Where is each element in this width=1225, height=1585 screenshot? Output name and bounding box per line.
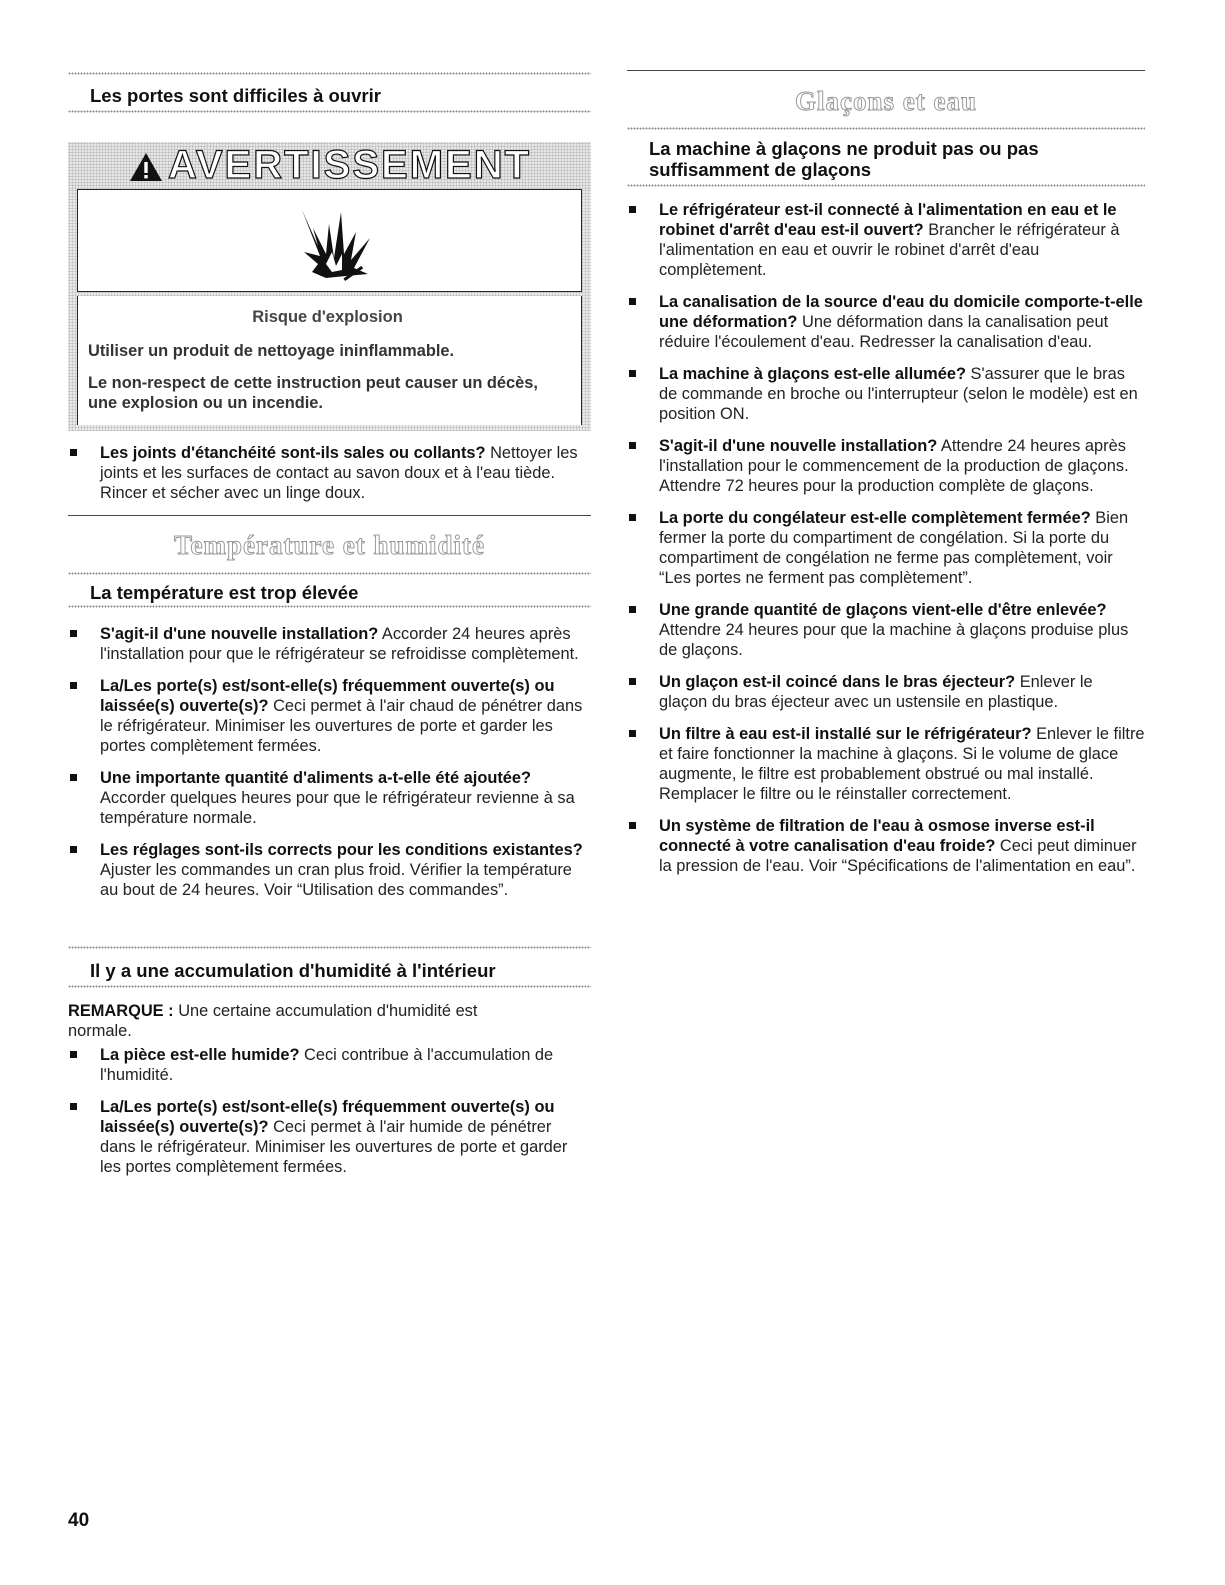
warning-instruction: Utiliser un produit de nettoyage ininflammable.: [88, 342, 455, 360]
note: [68, 1001, 528, 1041]
divider: [68, 605, 591, 608]
section-rule: [68, 515, 591, 516]
page-number: 40: [68, 1510, 90, 1531]
list-item: La/Les porte(s) est/sont-elle(s) fréquemment ouverte(s) ou laissée(s) ouverte(s)? Ceci permet à l'air chaud de pénétrer dans le réfrigérateur. Minimiser les ouvertures de porte et garder les portes complètement fermées.: [68, 676, 591, 756]
list-item: Un système de filtration de l'eau à osmose inverse est-il connecté à votre canalisation d'eau froide? Ceci peut diminuer la pression de l'eau. Voir “Spécifications de l'alimentation en eau”.: [627, 816, 1145, 876]
list-item: La/Les porte(s) est/sont-elle(s) fréquemment ouverte(s) ou laissée(s) ouverte(s)? Ceci permet à l'air humide de pénétrer dans le réfrigérateur. Minimiser les ouvertures de porte et garder les portes complètement fermées.: [68, 1097, 591, 1177]
section-rule: [627, 70, 1145, 71]
warning-frame: [68, 189, 591, 431]
warning-triangle-icon: [128, 151, 164, 183]
doors-heading: Les portes sont difficiles à ouvrir: [90, 85, 381, 106]
list-item: La canalisation de la source d'eau du domicile comporte-t-elle une déformation? Une déformation dans la canalisation peut réduire l'écoulement d'eau. Redresser la canalisation d'eau.: [627, 292, 1145, 352]
divider: [627, 127, 1145, 130]
divider: [68, 985, 591, 988]
list-item: La porte du congélateur est-elle complètement fermée? Bien fermer la porte du compartiment de congélation. Si la porte du compartiment de congélation ne ferme pas complètement, voir “Les portes ne ferment pas complètement”.: [627, 508, 1145, 588]
section-title-ice: Glaçons et eau: [795, 86, 977, 116]
list-item: Les réglages sont-ils corrects pour les conditions existantes? Ajuster les commandes un cran plus froid. Vérifier la température au bout de 24 heures. Voir “Utilisation des commandes”.: [68, 840, 591, 900]
divider: [68, 110, 591, 113]
list-item: La pièce est-elle humide? Ceci contribue à l'accumulation de l'humidité.: [68, 1045, 591, 1085]
ice-heading: La machine à glaçons ne produit pas ou pas suffisamment de glaçons: [649, 138, 1039, 180]
note-label: REMARQUE :: [68, 1002, 174, 1020]
ice-list: [627, 200, 1145, 876]
temp-list: [68, 624, 591, 900]
temp-heading: La température est trop élevée: [90, 582, 359, 603]
warning-title-row: [68, 142, 591, 189]
warning-text-panel: [77, 296, 582, 425]
divider: [68, 946, 591, 949]
doors-list: [68, 443, 591, 503]
list-item: La machine à glaçons est-elle allumée? S'assurer que le bras de commande en broche ou l'interrupteur (selon le modèle) est en position ON.: [627, 364, 1145, 424]
list-item: Le réfrigérateur est-il connecté à l'alimentation en eau et le robinet d'arrêt d'eau est-il ouvert? Brancher le réfrigérateur à l'alimentation en eau et ouvrir le robinet d'arrêt d'eau complètement.: [627, 200, 1145, 280]
warning-title: AVERTISSEMENT: [167, 143, 532, 187]
warning-consequence: Le non-respect de cette instruction peut causer un décès, une explosion ou un incendie.: [88, 374, 538, 412]
section-title-temperature: Température et humidité: [174, 530, 485, 560]
note-text: Une certaine accumulation d'humidité est normale.: [68, 1002, 478, 1040]
list-item: Les joints d'étanchéité sont-ils sales ou collants? Nettoyer les joints et les surfaces de contact au savon doux et à l'eau tiède. Rincer et sécher avec un linge doux.: [68, 443, 591, 503]
divider: [627, 184, 1145, 187]
humid-heading: Il y a une accumulation d'humidité à l'intérieur: [90, 960, 496, 981]
list-item: S'agit-il d'une nouvelle installation? Attendre 24 heures après l'installation pour le commencement de la production de glaçons. Attendre 72 heures pour la production complète de glaçons.: [627, 436, 1145, 496]
divider: [68, 572, 591, 575]
warning-icon-panel: [77, 189, 582, 292]
warning-hazard: Risque d'explosion: [252, 308, 403, 326]
list-item: S'agit-il d'une nouvelle installation? Accorder 24 heures après l'installation pour que le réfrigérateur se refroidisse complètement.: [68, 624, 591, 664]
list-item: Un filtre à eau est-il installé sur le réfrigérateur? Enlever le filtre et faire fonctionner la machine à glaçons. Si le volume de glace augmente, le filtre est probablement obstrué ou mal installé. Remplacer le filtre ou le réinstaller correctement.: [627, 724, 1145, 804]
humid-list: [68, 1045, 591, 1177]
warning-box: [68, 142, 591, 431]
list-item: Une importante quantité d'aliments a-t-elle été ajoutée? Accorder quelques heures pour que le réfrigérateur revienne à sa température normale.: [68, 768, 591, 828]
list-item: Une grande quantité de glaçons vient-elle d'être enlevée? Attendre 24 heures pour que la machine à glaçons produise plus de glaçons.: [627, 600, 1145, 660]
divider: [68, 72, 591, 75]
explosion-icon: [296, 202, 374, 284]
list-item: Un glaçon est-il coincé dans le bras éjecteur? Enlever le glaçon du bras éjecteur avec un ustensile en plastique.: [627, 672, 1145, 712]
